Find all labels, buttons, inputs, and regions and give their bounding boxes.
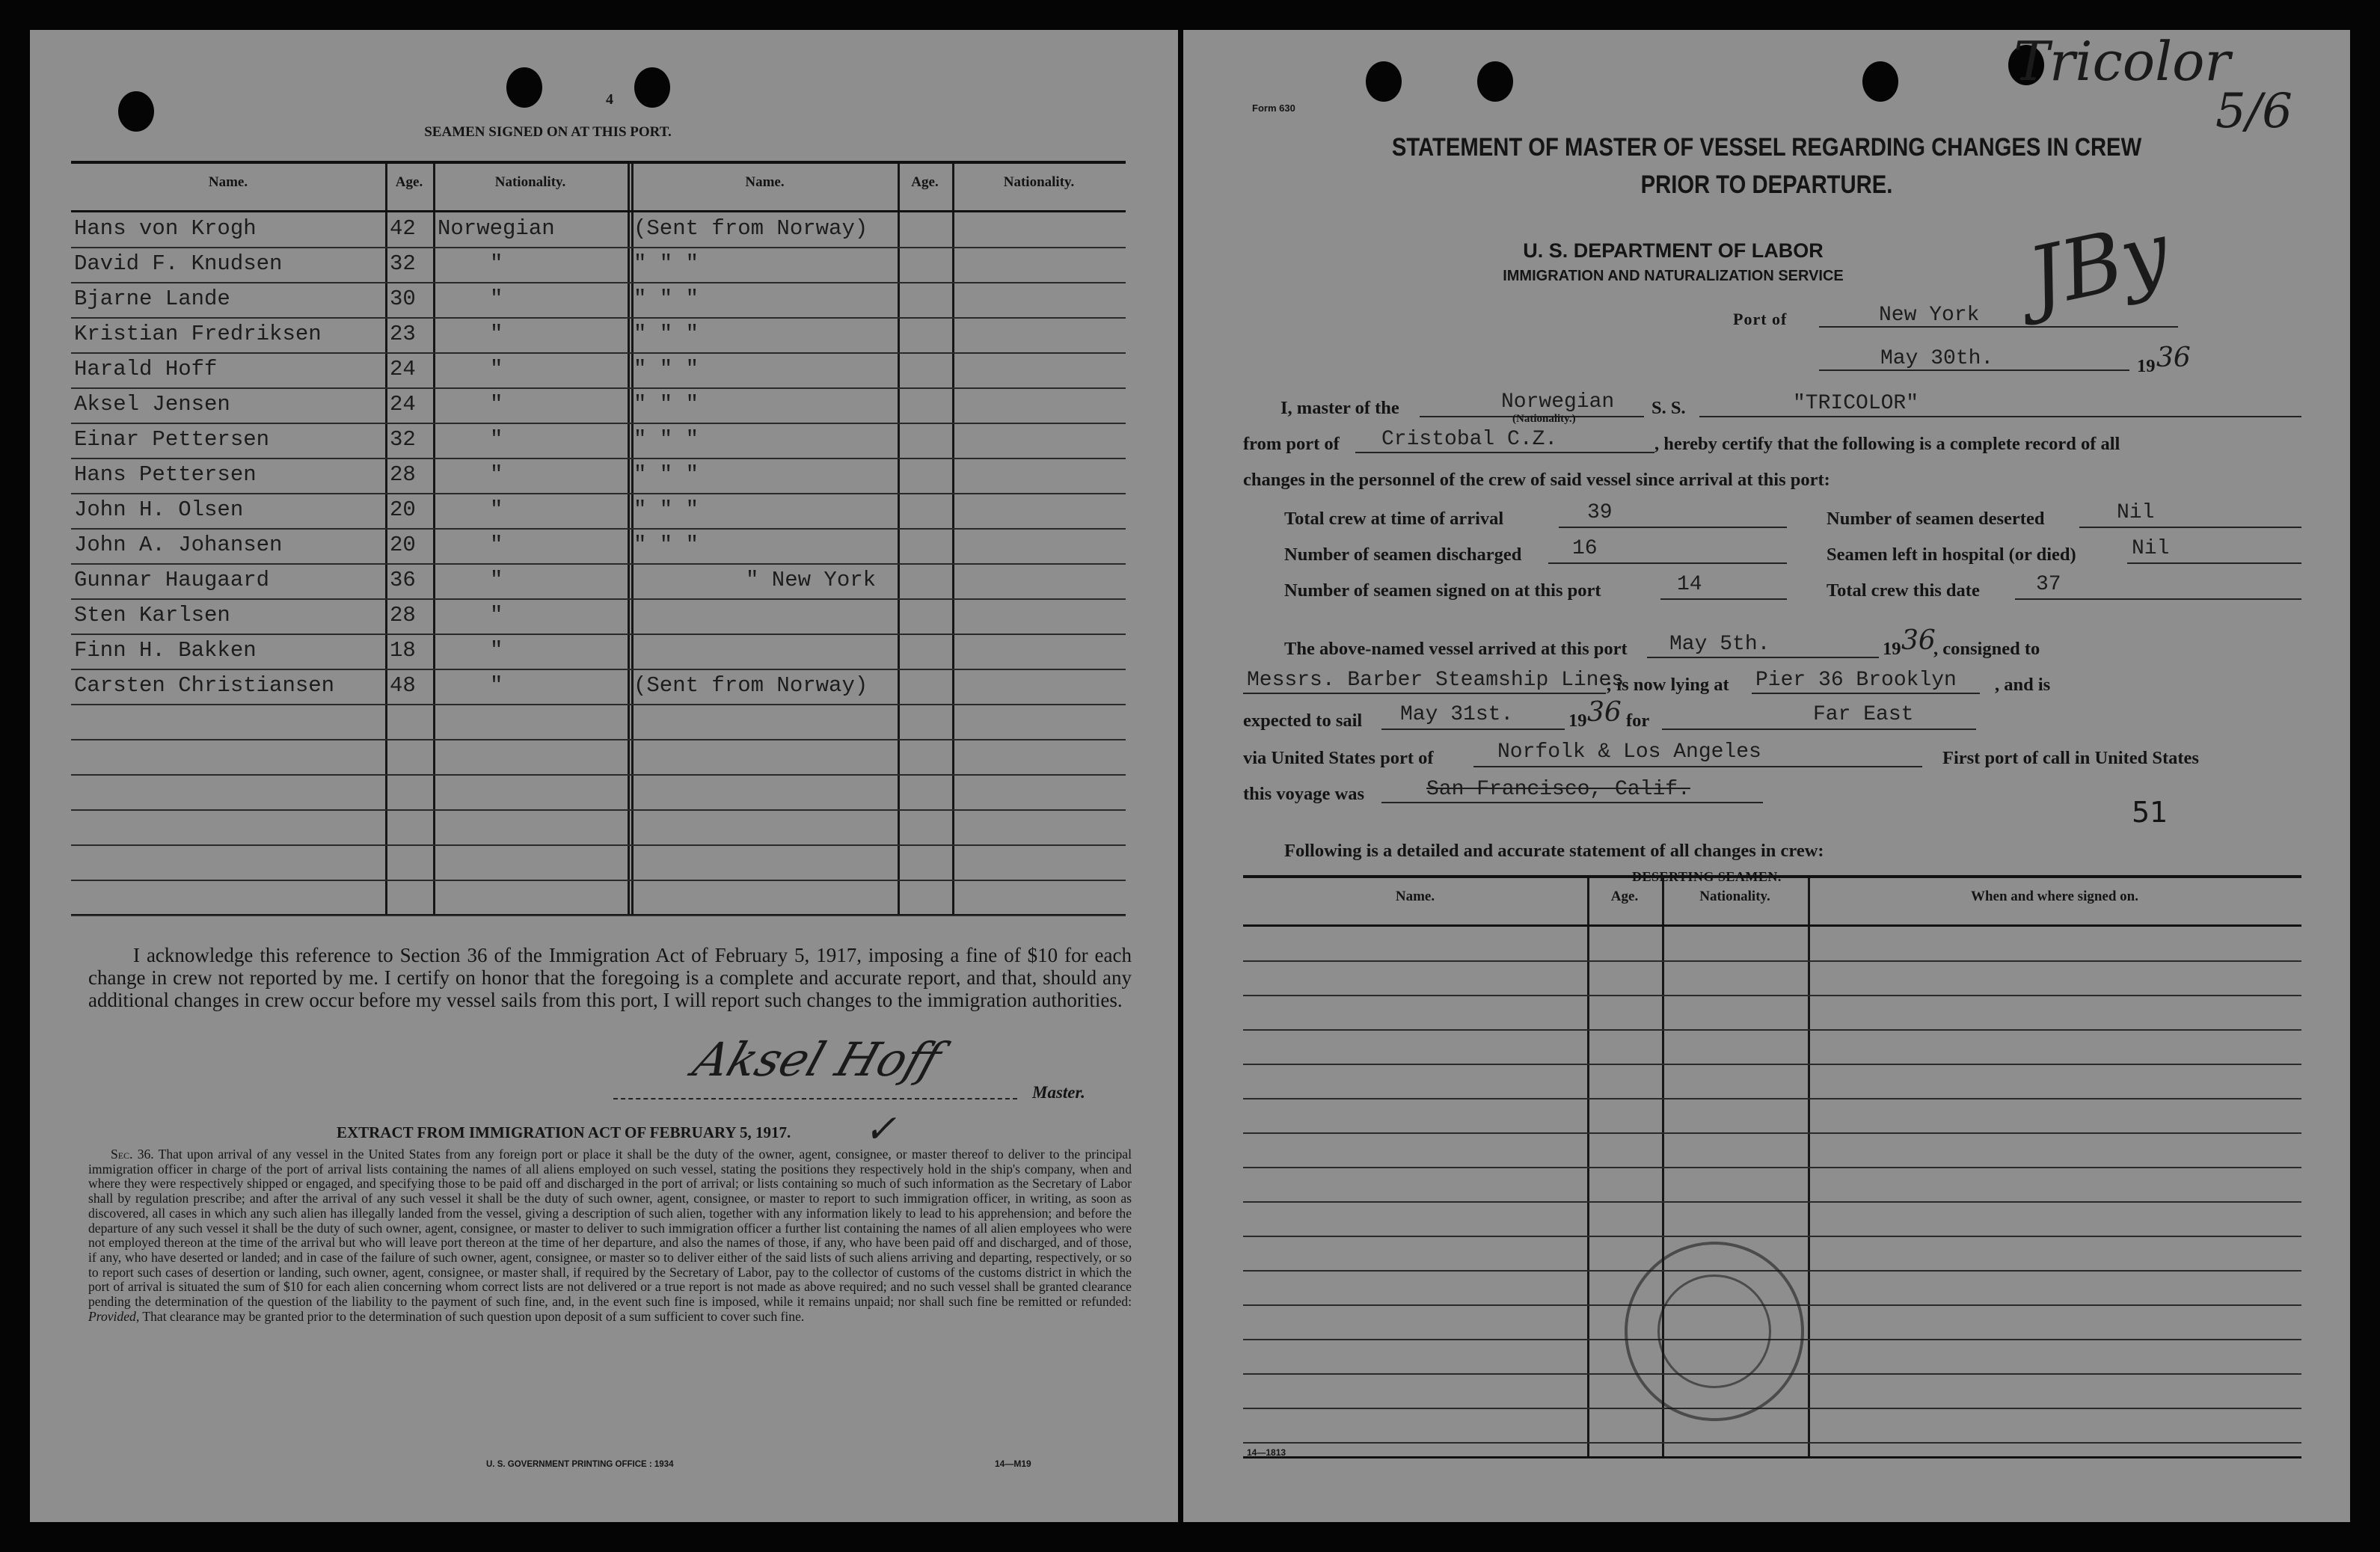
arrived-label: The above-named vessel arrived at this port [1284, 639, 1628, 659]
deserting-heading: DESERTING SEAMEN. [1632, 869, 1782, 884]
nationality-caption: (Nationality.) [1512, 413, 1576, 425]
extract-title: EXTRACT FROM IMMIGRATION ACT OF FEBRUARY 5, 1917. [337, 1123, 791, 1141]
seaman-nationality: " [490, 357, 503, 381]
master-label: Master. [1032, 1083, 1085, 1102]
first-call-label: First port of call in United States [1942, 748, 2199, 768]
section-36-text [88, 1147, 1132, 1324]
col-header-name-2: Name. [745, 174, 785, 190]
left-page [30, 30, 1178, 1522]
row-rule [71, 739, 1126, 740]
signature-line [613, 1098, 1017, 1099]
seaman-name: Hans Pettersen [74, 462, 257, 487]
consigned-label: , consigned to [1933, 639, 2040, 659]
voyage-value: San Francisco, Calif. [1426, 778, 1690, 801]
from-port-label: from port of [1243, 434, 1340, 454]
seaman-note: " " " [634, 286, 699, 311]
total-crew-date-label: Total crew this date [1827, 580, 1980, 601]
row-rule [71, 598, 1126, 600]
seaman-note: " " " [634, 251, 699, 276]
from-port-value: Cristobal C.Z. [1381, 428, 1558, 451]
right-page [1183, 30, 2350, 1522]
row-rule [71, 247, 1126, 248]
row-rule [71, 563, 1126, 565]
seaman-nationality: " [490, 603, 503, 628]
row-rule [71, 774, 1126, 776]
form-code: 14—M19 [995, 1459, 1031, 1469]
seaman-name: Sten Karlsen [74, 603, 230, 628]
service-name: IMMIGRATION AND NATURALIZATION SERVICE [1503, 268, 1844, 284]
row-rule [1243, 960, 2301, 962]
seaman-nationality: " [490, 427, 503, 452]
port-of-label: Port of [1733, 310, 1788, 328]
col-header-name: Name. [208, 174, 248, 190]
row-rule [71, 282, 1126, 283]
seaman-note: " " " [634, 533, 699, 557]
seaman-age: 24 [390, 357, 416, 381]
seaman-age: 24 [390, 392, 416, 417]
row-rule [1243, 1201, 2301, 1203]
seaman-note: " " " [634, 322, 699, 346]
col-header-age-2: Age. [911, 174, 939, 190]
for-label: for [1626, 711, 1650, 731]
seaman-nationality: " [490, 251, 503, 276]
row-rule [1243, 1098, 2301, 1099]
seaman-name: Einar Pettersen [74, 427, 270, 452]
hospital-label: Seamen left in hospital (or died) [1827, 545, 2076, 565]
port-of-value: New York [1879, 304, 1980, 327]
corner-note: Tricolor [2014, 30, 2230, 93]
row-rule [1243, 1236, 2301, 1237]
seaman-name: Kristian Fredriksen [74, 322, 322, 346]
seaman-age: 30 [390, 286, 416, 311]
row-rule [71, 915, 1126, 916]
row-rule [71, 634, 1126, 635]
punch-hole [1862, 61, 1898, 102]
seaman-note: (Sent from Norway) [634, 216, 868, 241]
seaman-age: 20 [390, 497, 416, 522]
row-rule [1243, 1132, 2301, 1134]
lying-label: ; is now lying at [1606, 675, 1729, 695]
seamen-signed-on-table [71, 161, 1126, 916]
signed-on-value: 14 [1677, 573, 1702, 596]
seaman-note: " " " [634, 462, 699, 487]
lying-value: Pier 36 Brooklyn [1755, 669, 1957, 692]
deserted-label: Number of seamen deserted [1827, 509, 2045, 529]
destination-value: Far East [1813, 703, 1914, 726]
col-header-nationality: Nationality. [494, 174, 566, 190]
via-value: Norfolk & Los Angeles [1497, 740, 1761, 764]
row-rule [71, 352, 1126, 354]
seaman-note: " New York [746, 568, 877, 592]
row-rule [71, 809, 1126, 811]
row-rule [71, 669, 1126, 670]
section-body: That upon arrival of any vessel in the United States from any foreign port or place it shall be the duty of the owner, agent, consignee, or master thereof to deliver to the principal immigration officer in charge of the port of arrival lists containing the names of all aliens employed on such vessel, stating the positions they respectively hold in the ship's company, when and where they were respectively shipped or engaged, and specifying those to be paid off and discharged in the port of arrival; or lists containing so much of such information as the Secretary of Labor shall by regulation prescribe; and after the arrival of any such vessel it shall be the duty of such owner, agent, consignee, or master to report to such immigration officer, in writing, as soon as discovered, all cases in which any such alien has illegally landed from the vessel, giving a description of such alien, together with any information likely to lead to his apprehension; and before the departure of any such vessel it shall be the duty of such owner, agent, consignee, or master to deliver to such immigration officer a further list containing the names of all alien employees who were not employed thereon at the time of the arrival but who will leave port thereon at the time of her departure, and also the names of those, if any, who have been paid off and discharged, and of those, if any, who have deserted or landed; and in case of the failure of such owner, agent, consignee, or master so to deliver either of the said lists of such aliens arriving and departing, respectively, or so to report such cases of desertion or landing, such owner, agent, consignee, or master shall, if required by the Secretary of Labor, pay to the collector of customs of the customs district in which the port of arrival is situated the sum of $10 for each alien concerning whom correct lists are not delivered or a true report is not made as above required; and no such vessel shall be granted clearance pending the determination of the question of the liability to the payment of such fine, and, in the event such fine is imposed, while it remains unpaid; nor shall such fine be remitted or refunded: [88, 1147, 1132, 1310]
footer-code: 14—1813 [1247, 1447, 1286, 1458]
discharged-value: 16 [1572, 537, 1598, 560]
punch-hole [634, 67, 670, 108]
changes-text: changes in the personnel of the crew of said vessel since arrival at this port: [1243, 470, 1830, 490]
row-rule [71, 423, 1126, 424]
col-header-age: Age. [395, 174, 423, 190]
discharged-label: Number of seamen discharged [1284, 545, 1522, 565]
expected-value: May 31st. [1400, 703, 1514, 726]
acknowledgment-text: I acknowledge this reference to Section 36 of the Immigration Act of February 5, 1917, imposing a fine of $10 for each change in crew not reported by me. I certify on honor that the foregoing is a complete and accurate report, and that, should any additional changes in crew occur before my vessel sails from this port, I will report such changes to the immigration authorities. [88, 944, 1132, 1011]
master-signature: Aksel Hoff [687, 1032, 948, 1087]
seaman-age: 32 [390, 427, 416, 452]
seaman-name: John A. Johansen [74, 533, 283, 557]
hospital-value: Nil [2132, 537, 2170, 560]
row-rule [71, 880, 1126, 881]
expected-year-prefix: 19 [1568, 711, 1587, 731]
nationality-value: Norwegian [1501, 390, 1615, 414]
seaman-age: 36 [390, 568, 416, 592]
ss-label: S. S. [1651, 398, 1686, 418]
col-header-nationality-2: Nationality. [1003, 174, 1075, 190]
row-rule [71, 844, 1126, 846]
seaman-note: " " " [634, 392, 699, 417]
signed-on-label: Number of seamen signed on at this port [1284, 580, 1601, 601]
seaman-name: Carsten Christiansen [74, 673, 335, 698]
following-text: Following is a detailed and accurate statement of all changes in crew: [1284, 841, 1824, 861]
punch-hole [506, 67, 542, 108]
arrived-year-suffix: 36 [1901, 625, 1936, 656]
proviso-word: Provided, [88, 1308, 140, 1324]
row-rule [1243, 995, 2301, 996]
seaman-nationality: " [490, 286, 503, 311]
arrived-year-prefix: 19 [1883, 639, 1901, 659]
col-header-name: Name. [1395, 889, 1435, 904]
seaman-name: Aksel Jensen [74, 392, 230, 417]
seaman-nationality: " [490, 533, 503, 557]
consignee-value: Messrs. Barber Steamship Lines [1247, 669, 1625, 692]
corner-fraction: 5/6 [2215, 84, 2292, 139]
rubber-stamp [1625, 1242, 1804, 1421]
initials: JBy [2019, 203, 2177, 327]
certify-text: , hereby certify that the following is a complete record of all [1654, 434, 2120, 454]
vessel-name: "TRICOLOR" [1793, 392, 1919, 415]
and-is-label: , and is [1995, 675, 2051, 695]
seaman-nationality: " [490, 392, 503, 417]
number-51: 51 [2132, 796, 2168, 829]
page-number: 4 [606, 91, 613, 108]
seaman-name: Harald Hoff [74, 357, 218, 381]
seaman-nationality: " [490, 322, 503, 346]
seaman-age: 48 [390, 673, 416, 698]
row-rule [1243, 1442, 2301, 1444]
seaman-note: " " " [634, 427, 699, 452]
seaman-nationality: " [490, 568, 503, 592]
expected-label: expected to sail [1243, 711, 1363, 731]
section-heading: SEAMEN SIGNED ON AT THIS PORT. [424, 124, 672, 140]
deserted-value: Nil [2117, 501, 2155, 524]
seaman-nationality: " [490, 462, 503, 487]
seaman-name: Hans von Krogh [74, 216, 257, 241]
section-label: Sec. 36. [111, 1147, 154, 1162]
proviso-text: That clearance may be granted prior to the determination of such question upon deposit of a sum sufficient to cover such fine. [142, 1308, 805, 1324]
printer-credit: U. S. GOVERNMENT PRINTING OFFICE : 1934 [486, 1460, 674, 1469]
year-prefix: 19 [2137, 356, 2156, 376]
row-rule [1243, 1064, 2301, 1065]
via-label: via United States port of [1243, 748, 1434, 768]
seaman-age: 18 [390, 638, 416, 663]
row-rule [71, 317, 1126, 319]
seaman-nationality: Norwegian [438, 216, 555, 241]
seaman-name: Finn H. Bakken [74, 638, 257, 663]
seaman-nationality: " [490, 497, 503, 522]
col-header-age: Age. [1610, 889, 1639, 904]
punch-hole [1477, 61, 1513, 102]
seaman-age: 20 [390, 533, 416, 557]
total-crew-arrival-label: Total crew at time of arrival [1284, 509, 1504, 529]
form-title-line1: STATEMENT OF MASTER OF VESSEL REGARDING CHANGES IN CREW [1391, 133, 2142, 162]
seaman-nationality: " [490, 638, 503, 663]
row-rule [71, 528, 1126, 530]
year-suffix: 36 [2156, 343, 2191, 373]
row-rule [1243, 1167, 2301, 1168]
col-header-signed-on: When and where signed on. [1970, 889, 2138, 904]
form-title-line2: PRIOR TO DEPARTURE. [1640, 171, 1893, 199]
col-header-nationality: Nationality. [1699, 889, 1770, 904]
total-crew-date-value: 37 [2036, 573, 2061, 596]
seaman-age: 23 [390, 322, 416, 346]
total-crew-arrival-value: 39 [1587, 501, 1613, 524]
seaman-age: 28 [390, 603, 416, 628]
row-rule [71, 387, 1126, 389]
department-name: U. S. DEPARTMENT OF LABOR [1523, 239, 1824, 262]
master-of-label: I, master of the [1281, 398, 1399, 418]
seaman-nationality: " [490, 673, 503, 698]
seaman-note: " " " [634, 357, 699, 381]
punch-hole [1366, 61, 1402, 102]
form-number: Form 630 [1252, 102, 1295, 114]
arrived-value: May 5th. [1669, 633, 1770, 656]
seaman-name: Bjarne Lande [74, 286, 230, 311]
row-rule [71, 493, 1126, 494]
expected-year-suffix: 36 [1587, 697, 1622, 728]
seaman-name: David F. Knudsen [74, 251, 283, 276]
seaman-age: 42 [390, 216, 416, 241]
seaman-age: 28 [390, 462, 416, 487]
row-rule [1243, 1408, 2301, 1409]
row-rule [1243, 1029, 2301, 1031]
seaman-name: John H. Olsen [74, 497, 244, 522]
seaman-name: Gunnar Haugaard [74, 568, 270, 592]
row-rule [71, 704, 1126, 705]
check-mark: ✓ [864, 1107, 897, 1152]
seaman-note: (Sent from Norway) [634, 673, 868, 698]
seaman-note: " " " [634, 497, 699, 522]
row-rule [71, 458, 1126, 459]
voyage-label: this voyage was [1243, 784, 1364, 804]
date-value: May 30th. [1880, 347, 1994, 370]
seaman-age: 32 [390, 251, 416, 276]
